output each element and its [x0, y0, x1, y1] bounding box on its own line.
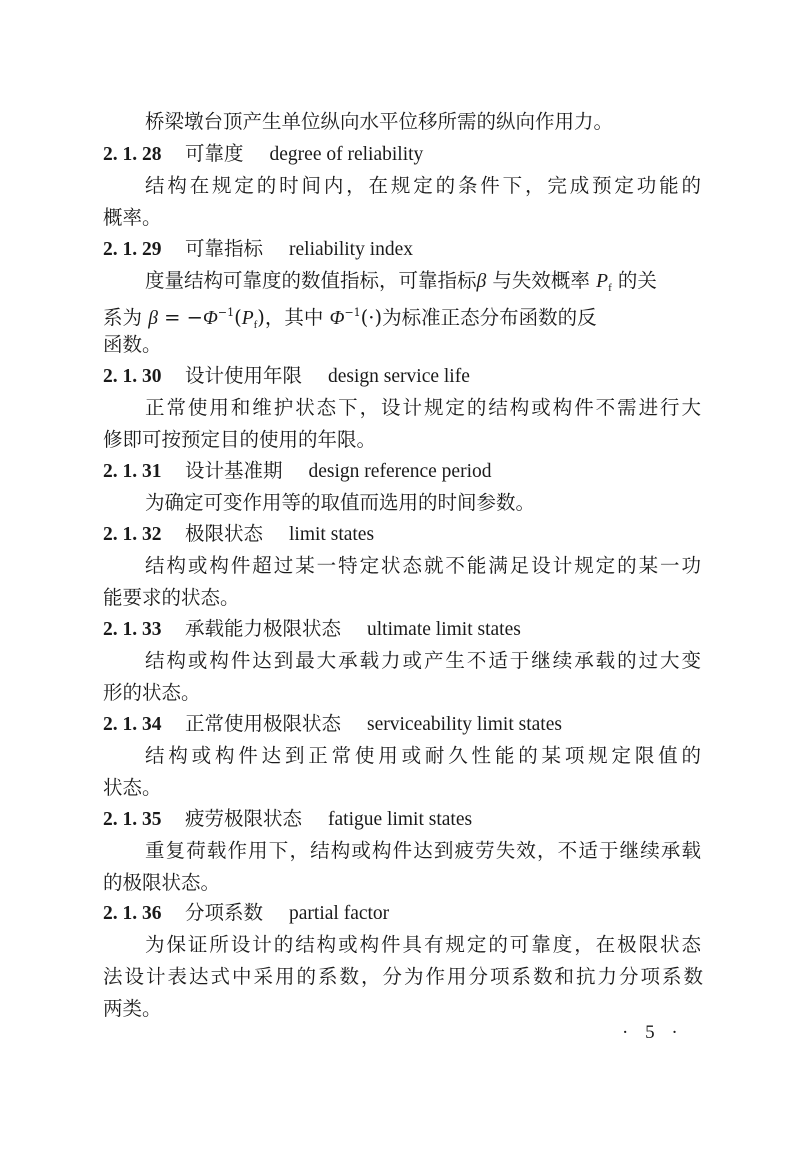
term-heading-2-1-28 [103, 138, 703, 170]
text-line: 正常使用和维护状态下，设计规定的结构或构件不需进行大 [145, 396, 701, 419]
text-line: 为确定可变作用等的取值而选用的时间参数。 [145, 491, 536, 514]
term-heading-2-1-30 [103, 360, 703, 392]
term-english: partial factor [289, 903, 390, 924]
formula-line-2 [103, 297, 703, 329]
text-line: 概率。 [103, 206, 162, 229]
term-heading-2-1-31 [103, 455, 703, 487]
formula-line-3: 函数。 [103, 333, 162, 356]
text-line: 桥梁墩台顶产生单位纵向水平位移所需的纵向作用力。 [145, 110, 614, 133]
term-chinese: 极限状态 [185, 522, 264, 545]
page-number: · 5 · [622, 1022, 684, 1043]
term-heading-2-1-33 [103, 613, 703, 645]
superscript: −1 [217, 306, 235, 319]
formula-text: 度量结构可靠度的数值指标，可靠指标 [145, 269, 477, 292]
subscript-f: f [608, 282, 612, 294]
beta-symbol: β [148, 308, 158, 329]
formula-text: ( [234, 306, 242, 329]
text-line: 法设计表达式中采用的系数，分为作用分项系数和抗力分项系数 [103, 965, 703, 988]
subscript-f: f [253, 319, 258, 331]
term-number: 2. 1. 36 [103, 903, 162, 924]
formula-text: 与失效概率 [486, 269, 597, 292]
term-english: design service life [328, 366, 470, 387]
term-number: 2. 1. 34 [103, 714, 162, 735]
text-line: 两类。 [103, 997, 162, 1020]
text-line: 能要求的状态。 [103, 586, 240, 609]
term-english: degree of reliability [269, 144, 424, 165]
text-line: 状态。 [103, 776, 162, 799]
term-chinese: 分项系数 [185, 901, 264, 924]
formula-text: 系为 [103, 306, 149, 329]
term-english: ultimate limit states [367, 619, 521, 640]
text-line: 为保证所设计的结构或构件具有规定的可靠度，在极限状态 [145, 933, 701, 956]
formula-text: )，其中 [257, 306, 330, 329]
phi-symbol: Φ [329, 308, 345, 329]
text-line: 结构或构件超过某一特定状态就不能满足设计规定的某一功 [145, 554, 701, 577]
text-line: 结构在规定的时间内，在规定的条件下，完成预定功能的 [145, 174, 701, 197]
term-chinese: 承载能力极限状态 [185, 617, 342, 640]
term-english: design reference period [308, 461, 492, 482]
term-chinese: 设计基准期 [185, 459, 283, 482]
term-chinese: 正常使用极限状态 [185, 712, 342, 735]
text-line: 重复荷载作用下，结构或构件达到疲劳失效，不适于继续承载 [145, 839, 701, 862]
term-chinese: 设计使用年限 [185, 364, 303, 387]
term-english: fatigue limit states [328, 809, 473, 830]
term-english: serviceability limit states [367, 714, 562, 735]
term-heading-2-1-34 [103, 708, 703, 740]
text-line: 结构或构件达到最大承载力或产生不适于继续承载的过大变 [145, 649, 701, 672]
term-chinese: 疲劳极限状态 [185, 807, 303, 830]
text-line: 的极限状态。 [103, 871, 221, 894]
term-heading-2-1-36 [103, 897, 703, 929]
term-english: reliability index [289, 239, 414, 260]
text-line: 结构或构件达到正常使用或耐久性能的某项规定限值的 [145, 744, 701, 767]
formula-line-1 [145, 265, 701, 297]
term-number: 2. 1. 28 [103, 144, 162, 165]
phi-symbol: Φ [203, 308, 218, 329]
term-number: 2. 1. 32 [103, 524, 162, 545]
term-number: 2. 1. 31 [103, 461, 162, 482]
term-number: 2. 1. 33 [103, 619, 162, 640]
text-line: 形的状态。 [103, 681, 201, 704]
term-english: limit states [289, 524, 375, 545]
term-number: 2. 1. 29 [103, 239, 162, 260]
term-heading-2-1-32 [103, 518, 703, 550]
superscript: −1 [344, 306, 361, 319]
p-symbol: P [241, 308, 254, 329]
term-chinese: 可靠指标 [185, 237, 264, 260]
beta-symbol: β [476, 271, 487, 292]
p-symbol: P [596, 271, 609, 292]
term-heading-2-1-29 [103, 233, 703, 265]
term-chinese: 可靠度 [185, 142, 244, 165]
term-number: 2. 1. 30 [103, 366, 162, 387]
formula-text: (·)为标准正态分布函数的反 [360, 306, 597, 329]
term-number: 2. 1. 35 [103, 809, 162, 830]
formula-text: = − [157, 306, 203, 329]
formula-text: 的关 [611, 269, 657, 292]
term-heading-2-1-35 [103, 803, 703, 835]
text-line: 修即可按预定目的使用的年限。 [103, 428, 377, 451]
